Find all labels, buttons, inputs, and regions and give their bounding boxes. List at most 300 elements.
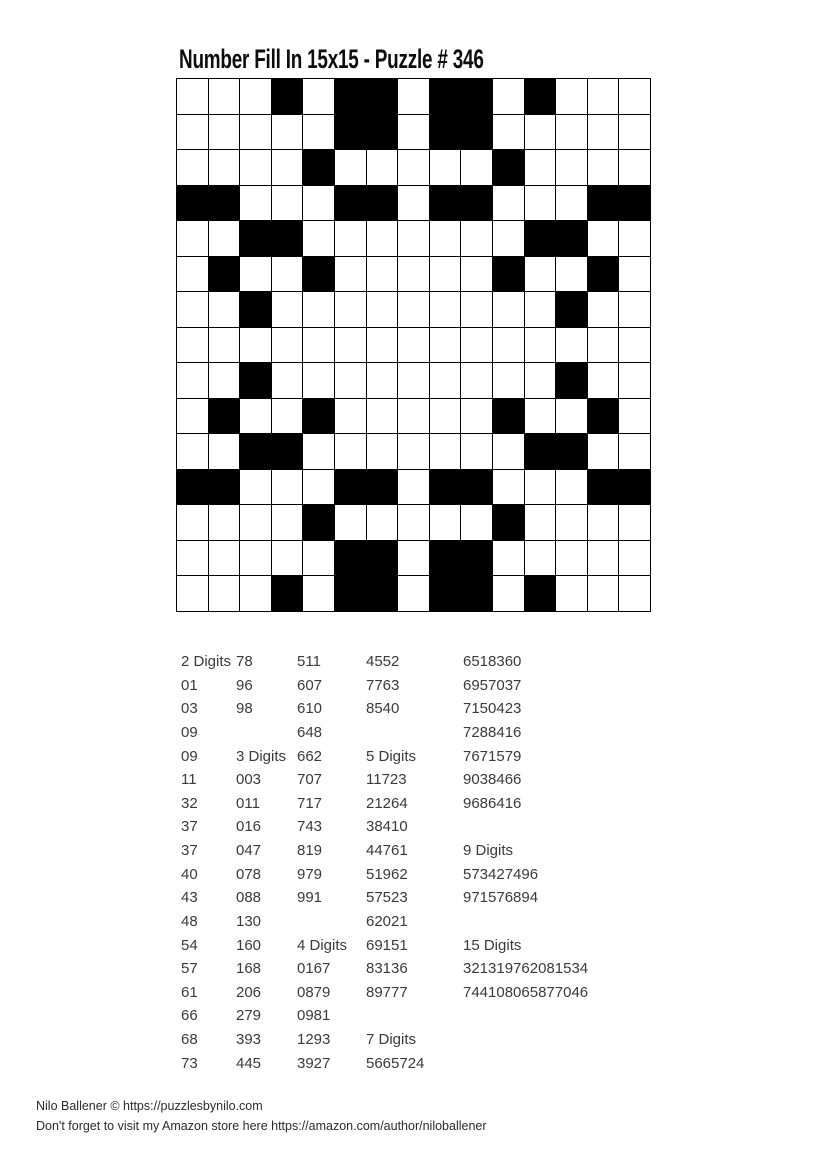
grid-cell-black [335,470,367,506]
grid-cell-black [525,576,557,612]
grid-cell-black [240,363,272,399]
list-number: 1293 [297,1031,331,1048]
grid-cell-white [619,505,651,541]
grid-cell-white [177,363,209,399]
list-number: 7763 [366,676,400,694]
grid-cell-white [461,292,493,328]
grid-cell-white [209,221,241,257]
grid-cell-white [430,292,462,328]
grid-cell-white [430,150,462,186]
grid-cell-white [430,221,462,257]
grid-cell-white [367,505,399,541]
list-number: 21264 [366,794,408,812]
grid-cell-black [430,79,462,115]
grid-cell-white [493,363,525,399]
grid-cell-black [209,186,241,222]
grid-cell-white [619,328,651,364]
grid-cell-black [493,399,525,435]
list-number: 6957037 [463,676,522,694]
grid-cell-white [525,470,557,506]
puzzle-title: Number Fill In 15x15 - Puzzle # 346 [179,44,484,74]
list-number: 011 [236,794,260,812]
grid-cell-white [461,505,493,541]
grid-cell-black [525,79,557,115]
grid-cell-white [272,150,304,186]
grid-cell-white [556,150,588,186]
grid-cell-white [398,292,430,328]
grid-cell-white [556,505,588,541]
grid-cell-white [525,257,557,293]
list-number: 48 [181,912,198,930]
grid-cell-black [303,257,335,293]
grid-cell-black [525,221,557,257]
grid-cell-black [556,363,588,399]
grid-cell-white [493,541,525,577]
grid-cell-white [430,505,462,541]
list-number: 445 [236,1054,262,1072]
grid-cell-white [493,328,525,364]
list-number: 648 [297,723,323,741]
grid-cell-white [525,115,557,151]
grid-cell-white [588,541,620,577]
grid-cell-white [367,292,399,328]
list-number: 68 [181,1031,198,1048]
grid-cell-white [430,328,462,364]
grid-cell-black [430,576,462,612]
grid-cell-black [619,470,651,506]
grid-cell-black [430,186,462,222]
list-number: 511 [297,653,321,670]
list-number: 393 [236,1031,262,1048]
grid-cell-white [240,541,272,577]
grid-cell-white [588,328,620,364]
grid-cell-white [398,505,430,541]
list-number: 003 [236,771,262,789]
grid-cell-black [461,79,493,115]
grid-cell-white [272,257,304,293]
list-number: 3927 [297,1054,331,1072]
grid-cell-white [556,576,588,612]
grid-cell-white [303,541,335,577]
list-number: 44761 [366,842,408,859]
number-list-column-1 [181,650,231,1075]
grid-cell-white [177,328,209,364]
grid-cell-black [209,470,241,506]
puzzle-grid [176,78,651,612]
grid-cell-white [556,541,588,577]
list-number: 991 [297,889,323,907]
list-number: 971576894 [463,889,539,907]
grid-cell-white [272,186,304,222]
grid-cell-white [240,257,272,293]
grid-cell-white [525,399,557,435]
grid-cell-black [588,399,620,435]
grid-cell-white [619,115,651,151]
grid-cell-black [335,186,367,222]
grid-cell-white [398,115,430,151]
grid-cell-white [177,221,209,257]
grid-cell-white [209,292,241,328]
grid-cell-black [588,470,620,506]
grid-cell-white [588,292,620,328]
grid-cell-white [209,505,241,541]
list-number: 573427496 [463,865,539,883]
grid-cell-white [619,541,651,577]
grid-cell-black [367,541,399,577]
grid-cell-white [619,434,651,470]
grid-cell-white [398,541,430,577]
grid-cell-white [525,363,557,399]
grid-cell-white [556,115,588,151]
grid-cell-black [588,257,620,293]
grid-cell-white [556,186,588,222]
grid-cell-black [430,115,462,151]
list-section-header: 15 Digits [463,936,522,954]
grid-cell-white [398,150,430,186]
grid-cell-white [335,221,367,257]
number-list-column-2 [236,650,286,1075]
grid-cell-white [493,186,525,222]
grid-cell-white [493,292,525,328]
grid-cell-white [430,257,462,293]
grid-cell-black [272,79,304,115]
list-spacer [463,910,588,934]
grid-cell-white [588,505,620,541]
grid-cell-black [209,257,241,293]
grid-cell-white [177,79,209,115]
grid-cell-white [303,434,335,470]
grid-cell-white [335,434,367,470]
grid-cell-black [588,186,620,222]
grid-cell-white [588,434,620,470]
list-number: 8540 [366,700,400,718]
list-number: 662 [297,747,323,765]
grid-cell-white [303,576,335,612]
list-number: 57 [181,960,198,978]
grid-cell-black [335,115,367,151]
grid-cell-black [335,541,367,577]
list-number: 321319762081534 [463,960,589,978]
list-number: 11723 [366,771,407,789]
grid-cell-black [272,576,304,612]
list-section-header: 5 Digits [366,747,417,765]
grid-cell-white [556,328,588,364]
list-number: 83136 [366,960,408,978]
grid-cell-white [398,328,430,364]
grid-cell-black [177,186,209,222]
grid-cell-white [272,292,304,328]
grid-cell-white [493,576,525,612]
grid-cell-white [461,399,493,435]
grid-cell-white [209,79,241,115]
list-number: 9686416 [463,794,522,812]
list-spacer [366,1004,424,1028]
list-section-header: 3 Digits [236,747,287,765]
grid-cell-white [398,363,430,399]
footer-amazon-note: Don't forget to visit my Amazon store here https://amazon.com/author/niloballener [36,1118,487,1133]
grid-cell-black [556,221,588,257]
grid-cell-white [240,576,272,612]
grid-cell-white [493,434,525,470]
list-number: 016 [236,818,262,836]
grid-cell-white [398,257,430,293]
list-spacer [463,1028,588,1052]
grid-cell-white [272,470,304,506]
grid-cell-white [240,79,272,115]
list-number: 819 [297,842,323,859]
grid-cell-white [398,399,430,435]
list-number: 51962 [366,865,408,883]
list-number: 43 [181,889,198,907]
list-number: 7150423 [463,700,522,718]
grid-cell-white [525,328,557,364]
list-number: 5665724 [366,1054,425,1072]
grid-cell-white [619,292,651,328]
grid-cell-white [209,434,241,470]
list-number: 66 [181,1007,198,1025]
grid-cell-white [209,115,241,151]
list-number: 89777 [366,983,408,1001]
list-number: 744108065877046 [463,983,589,1001]
grid-cell-white [303,186,335,222]
grid-cell-white [240,399,272,435]
list-number: 7288416 [463,723,522,741]
list-spacer [297,910,347,934]
grid-cell-white [588,150,620,186]
list-number: 57523 [366,889,408,907]
grid-cell-black [335,79,367,115]
list-number: 38410 [366,818,408,836]
grid-cell-white [493,79,525,115]
grid-cell-black [493,505,525,541]
list-number: 37 [181,818,198,836]
grid-cell-white [303,221,335,257]
list-number: 09 [181,723,198,741]
list-number: 6518360 [463,653,522,670]
list-number: 078 [236,865,262,883]
grid-cell-white [398,221,430,257]
grid-cell-black [619,186,651,222]
footer-attribution: Nilo Ballener © https://puzzlesbynilo.com [36,1099,263,1113]
number-list-column-4 [366,650,424,1075]
grid-cell-black [461,541,493,577]
grid-cell-white [619,257,651,293]
list-number: 11 [181,771,197,789]
grid-cell-white [461,363,493,399]
grid-cell-black [209,399,241,435]
grid-cell-white [335,399,367,435]
list-spacer [366,721,424,745]
grid-cell-white [588,363,620,399]
grid-cell-black [461,186,493,222]
grid-cell-white [367,257,399,293]
list-number: 69151 [366,936,408,954]
grid-cell-white [525,150,557,186]
list-number: 96 [236,676,253,694]
list-spacer [463,1004,588,1028]
grid-cell-white [272,363,304,399]
grid-cell-white [398,576,430,612]
grid-cell-white [240,328,272,364]
grid-cell-black [461,470,493,506]
grid-cell-white [177,115,209,151]
grid-cell-white [209,541,241,577]
grid-cell-white [209,576,241,612]
grid-cell-white [588,79,620,115]
grid-cell-white [177,576,209,612]
grid-cell-white [367,221,399,257]
grid-cell-white [367,399,399,435]
grid-cell-white [619,363,651,399]
list-section-header: 2 Digits [181,653,232,670]
grid-cell-white [398,470,430,506]
grid-cell-white [588,576,620,612]
list-number: 37 [181,842,198,859]
list-number: 607 [297,676,323,694]
list-number: 73 [181,1054,198,1072]
grid-cell-white [493,470,525,506]
list-number: 168 [236,960,262,978]
grid-cell-black [240,221,272,257]
list-section-header: 4 Digits [297,936,348,954]
grid-cell-black [303,399,335,435]
grid-cell-white [461,257,493,293]
grid-cell-black [335,576,367,612]
grid-cell-black [240,292,272,328]
grid-cell-white [209,150,241,186]
grid-cell-black [556,292,588,328]
list-number: 0981 [297,1007,331,1025]
list-number: 130 [236,912,262,930]
grid-cell-white [461,221,493,257]
grid-cell-white [430,363,462,399]
grid-cell-white [556,79,588,115]
grid-cell-white [619,150,651,186]
grid-cell-white [335,257,367,293]
grid-cell-white [367,363,399,399]
list-number: 707 [297,771,323,789]
grid-cell-black [240,434,272,470]
grid-cell-white [177,399,209,435]
grid-cell-white [335,505,367,541]
list-number: 0167 [297,960,331,978]
list-number: 03 [181,700,198,718]
grid-cell-black [461,115,493,151]
grid-cell-white [272,328,304,364]
grid-cell-white [398,434,430,470]
grid-cell-black [367,576,399,612]
list-number: 7671579 [463,747,522,765]
list-number: 160 [236,936,262,954]
grid-cell-white [303,292,335,328]
grid-cell-white [461,150,493,186]
grid-cell-white [461,434,493,470]
grid-cell-white [303,328,335,364]
grid-cell-black [367,79,399,115]
grid-cell-black [430,541,462,577]
list-number: 9038466 [463,771,522,789]
grid-cell-white [588,115,620,151]
grid-cell-black [303,150,335,186]
list-number: 62021 [366,912,408,930]
grid-cell-white [430,434,462,470]
grid-cell-white [556,470,588,506]
list-number: 610 [297,700,323,718]
grid-cell-black [430,470,462,506]
grid-cell-white [209,328,241,364]
list-number: 0879 [297,983,331,1001]
grid-cell-white [177,150,209,186]
list-number: 743 [297,818,323,836]
list-number: 98 [236,700,253,718]
grid-cell-white [430,399,462,435]
grid-cell-white [177,541,209,577]
grid-cell-white [493,221,525,257]
grid-cell-white [177,505,209,541]
list-number: 09 [181,747,198,765]
grid-cell-white [272,505,304,541]
grid-cell-black [367,115,399,151]
grid-cell-white [367,150,399,186]
grid-cell-white [303,470,335,506]
list-spacer [463,1052,588,1076]
grid-cell-white [367,328,399,364]
grid-cell-white [493,115,525,151]
list-number: 54 [181,936,198,954]
grid-cell-white [303,363,335,399]
grid-cell-white [177,292,209,328]
grid-cell-white [240,186,272,222]
list-number: 979 [297,865,323,883]
grid-cell-white [556,257,588,293]
grid-cell-white [335,328,367,364]
grid-cell-white [525,186,557,222]
grid-cell-white [240,115,272,151]
grid-cell-white [272,115,304,151]
grid-cell-white [619,576,651,612]
grid-cell-white [619,399,651,435]
number-list-column-3 [297,650,347,1075]
grid-cell-white [303,115,335,151]
grid-cell-white [588,221,620,257]
grid-cell-black [272,221,304,257]
grid-cell-black [272,434,304,470]
list-number: 088 [236,889,262,907]
list-number: 717 [297,794,323,812]
list-number: 32 [181,794,198,812]
grid-cell-white [303,79,335,115]
list-number: 61 [181,983,198,1001]
grid-cell-white [209,363,241,399]
grid-cell-white [525,505,557,541]
grid-cell-white [367,434,399,470]
grid-cell-black [525,434,557,470]
list-number: 40 [181,865,198,883]
list-number: 206 [236,983,262,1001]
grid-cell-white [335,150,367,186]
grid-cell-white [619,221,651,257]
grid-cell-black [493,257,525,293]
grid-cell-white [240,470,272,506]
number-list-column-5 [463,650,588,1075]
grid-cell-white [461,328,493,364]
list-number: 279 [236,1007,262,1025]
grid-cell-white [177,257,209,293]
grid-cell-black [461,576,493,612]
grid-cell-black [493,150,525,186]
grid-cell-black [303,505,335,541]
grid-cell-white [177,434,209,470]
